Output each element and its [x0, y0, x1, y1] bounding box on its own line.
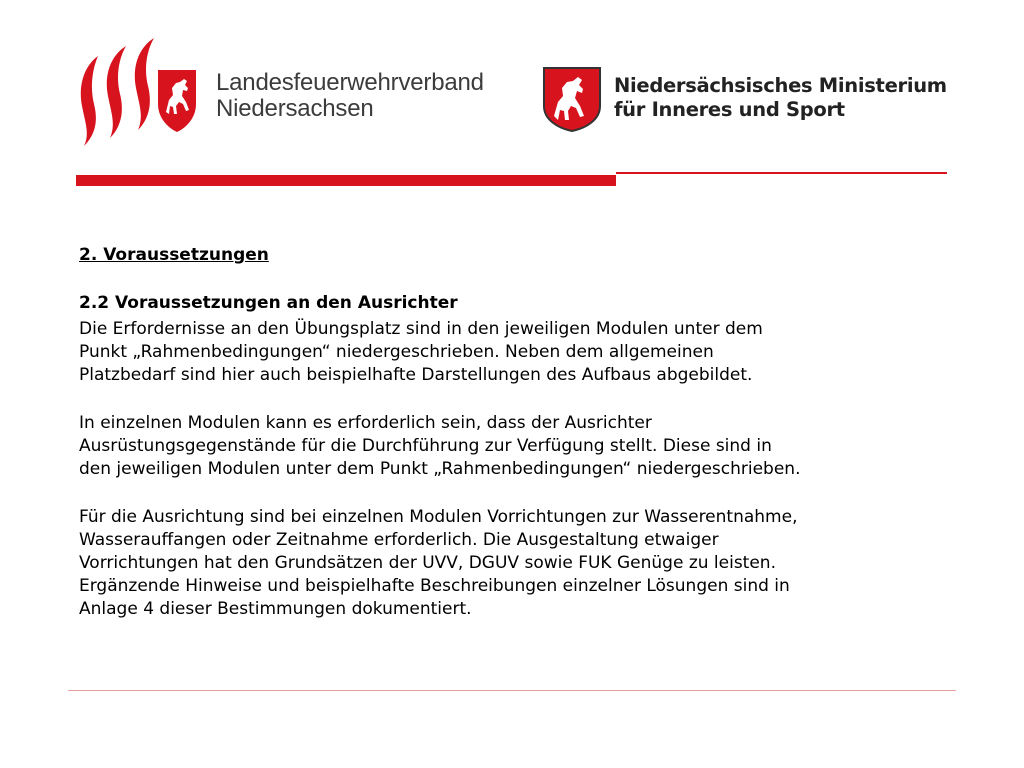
- paragraph-line: Anlage 4 dieser Bestimmungen dokumentiert.: [79, 599, 472, 619]
- header-accent-bar: [76, 175, 616, 186]
- paragraph-line: Ergänzende Hinweise und beispielhafte Beschreibungen einzelner Lösungen sind in: [79, 576, 790, 596]
- paragraph-line: In einzelnen Modulen kann es erforderlich sein, dass der Ausrichter: [79, 413, 652, 433]
- paragraph-line: Ausrüstungsgegenstände für die Durchführung zur Verfügung stellt. Diese sind in: [79, 436, 772, 456]
- header-accent-line: [616, 172, 947, 174]
- niedersachsen-horse-shield-icon: [542, 66, 602, 132]
- paragraph-3: [79, 506, 959, 621]
- footer-divider: [68, 690, 956, 691]
- left-organization-name: [216, 70, 484, 122]
- paragraph-2: [79, 412, 959, 481]
- paragraph-line: den jeweiligen Modulen unter dem Punkt „Rahmenbedingungen“ niedergeschrieben.: [79, 459, 801, 479]
- landesfeuerwehrverband-logo-icon: [76, 38, 196, 150]
- paragraph-line: Die Erfordernisse an den Übungsplatz sind in den jeweiligen Modulen unter dem: [79, 319, 763, 339]
- paragraph-line: Punkt „Rahmenbedingungen“ niedergeschrieben. Neben dem allgemeinen: [79, 342, 714, 362]
- slide-content: [79, 244, 959, 646]
- right-organization-line1: Niedersächsisches Ministerium: [614, 74, 947, 97]
- left-organization-line2: Niedersachsen: [216, 95, 374, 122]
- paragraph-line: Platzbedarf sind hier auch beispielhafte Darstellungen des Aufbaus abgebildet.: [79, 365, 753, 385]
- paragraph-line: Vorrichtungen hat den Grundsätzen der UVV, DGUV sowie FUK Genüge zu leisten.: [79, 553, 776, 573]
- right-organization-name: [614, 74, 947, 122]
- right-organization-line2: für Inneres und Sport: [614, 98, 845, 121]
- section-heading: 2. Voraussetzungen: [79, 245, 269, 265]
- paragraph-line: Wasserauffangen oder Zeitnahme erforderlich. Die Ausgestaltung etwaiger: [79, 530, 719, 550]
- subsection-heading: 2.2 Voraussetzungen an den Ausrichter: [79, 293, 458, 313]
- paragraph-1: [79, 318, 959, 387]
- left-organization-line1: Landesfeuerwehrverband: [216, 69, 484, 96]
- paragraph-line: Für die Ausrichtung sind bei einzelnen Modulen Vorrichtungen zur Wasserentnahme,: [79, 507, 798, 527]
